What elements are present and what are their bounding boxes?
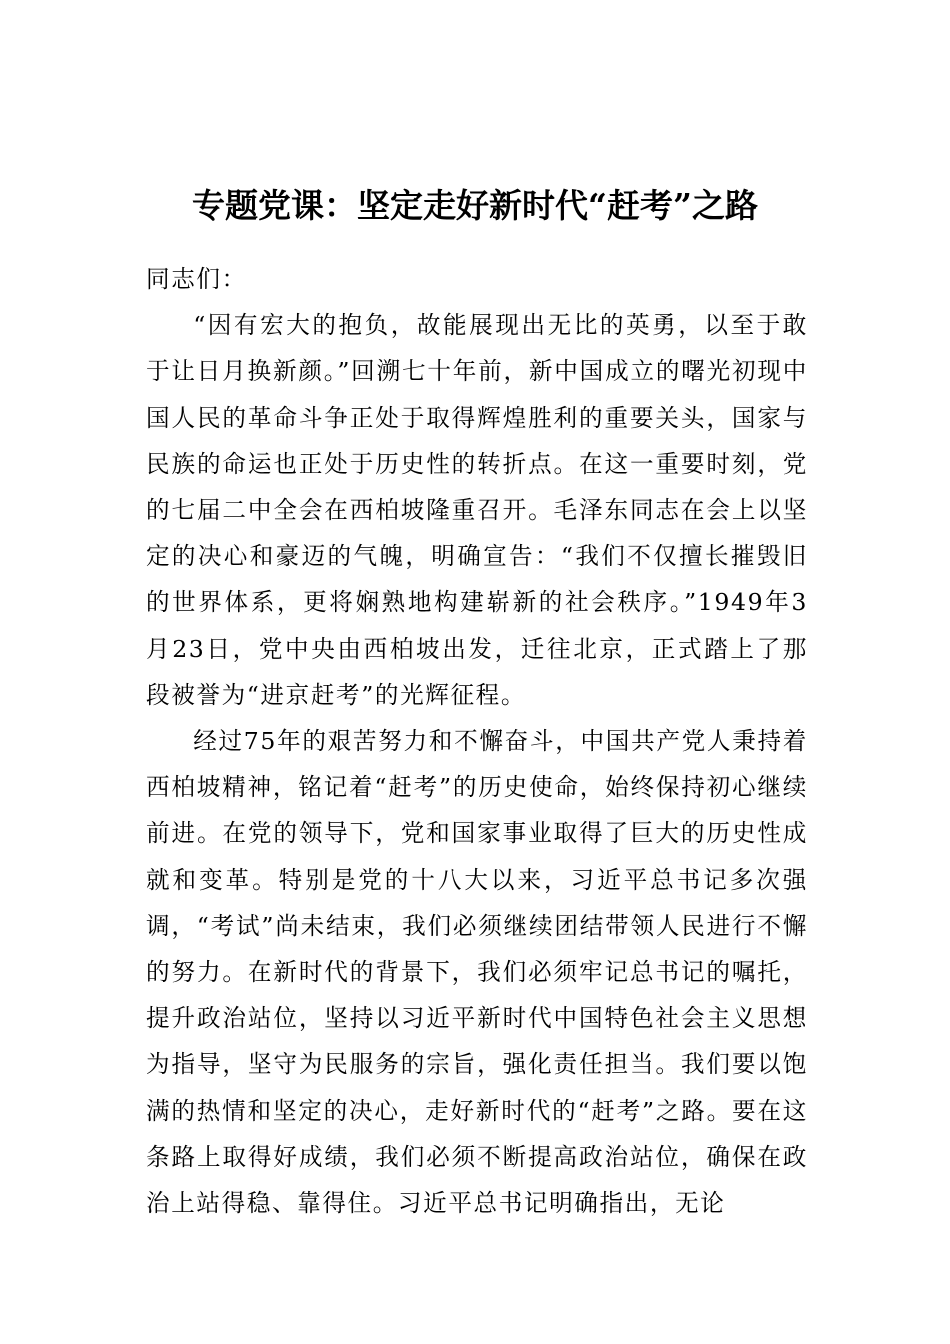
salutation: 同志们： [146,265,247,293]
document-title: 专题党课：坚定走好新时代“赶考”之路 [192,186,758,226]
paragraph-2: 经过75年的艰苦努力和不懈奋斗，中国共产党人秉持着西柏坡精神，铭记着“赶考”的历史使命，始终保持初心继续前进。在党的领导下，党和国家事业取得了巨大的历史性成就和变革。特别是党的十八大以来，习近平总书记多次强调，“考试”尚未结束，我们必须继续团结带领人民进行不懈的努力。在新时代的背景下，我们必须牢记总书记的嘱托，提升政治站位，坚持以习近平新时代中国特色社会主义思想为指导，坚守为民服务的宗旨，强化责任担当。我们要以饱满的热情和坚定的决心，走好新时代的“赶考”之路。要在这条路上取得好成绩，我们必须不断提高政治站位，确保在政治上站得稳、靠得住。习近平总书记明确指出，无论 [146,727,808,1218]
paragraph-1: “因有宏大的抱负，故能展现出无比的英勇，以至于敢于让日月换新颜。”回溯七十年前，新中国成立的曙光初现中国人民的革命斗争正处于取得辉煌胜利的重要关头，国家与民族的命运也正处于历史性的转折点。在这一重要时刻，党的七届二中全会在西柏坡隆重召开。毛泽东同志在会上以坚定的决心和豪迈的气魄，明确宣告：“我们不仅擅长摧毁旧的世界体系，更将娴熟地构建崭新的社会秩序。”1949年3月23日，党中央由西柏坡出发，迁往北京，正式踏上了那段被誉为“进京赶考”的光辉征程。 [146,311,808,709]
document-body [146,256,808,1226]
